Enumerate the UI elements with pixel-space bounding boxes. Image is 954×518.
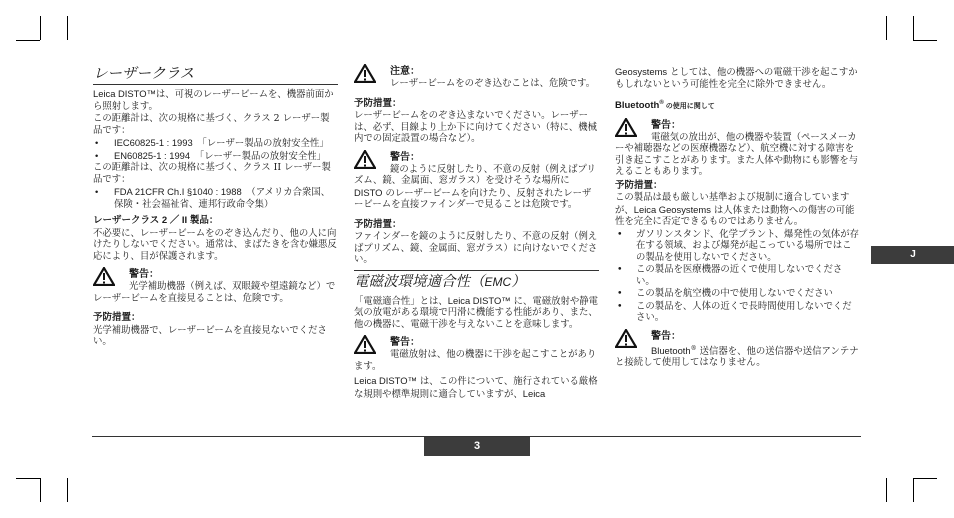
crop-mark — [67, 16, 68, 40]
crop-mark — [886, 478, 887, 502]
crop-mark — [16, 478, 40, 479]
precaution-title: 予防措置： — [354, 218, 402, 230]
emc-definition: 「電磁適合性」とは、Leica DISTO™ に、電磁放射や静電気の放電がある環境で円滑に機能する性能があり、また、他の機器に、電磁干渉を与えないことを意味します。 — [354, 294, 598, 330]
precaution-text: 光学補助機器で、レーザービームを直接見ないでください。 — [93, 324, 327, 347]
warning-header — [354, 335, 599, 353]
crop-mark — [40, 16, 41, 40]
warning-triangle-icon — [354, 150, 376, 169]
emc-compliance-text: Leica DISTO™ は、この件について、施行されている厳格な規則や標準規則に適合していますが、Leica — [354, 375, 598, 400]
warning-header — [615, 329, 860, 347]
warning-triangle-icon — [615, 118, 637, 137]
crop-mark — [913, 40, 937, 41]
right-column — [615, 66, 860, 370]
precaution-title: 予防措置： — [615, 179, 663, 191]
intro-paragraph: Leica DISTO™は、可視のレーザービームを、機器前面から照射します。 — [93, 88, 334, 112]
caution-text: レーザービームをのぞき込むことは、危険です。 — [390, 78, 596, 89]
caution-header — [354, 64, 599, 82]
crop-mark — [886, 16, 887, 40]
crop-mark — [40, 478, 41, 502]
crop-mark — [67, 478, 68, 502]
brand-name: Leica Geosystems — [633, 203, 711, 215]
warning-title: 警告： — [129, 269, 159, 280]
classII-intro: この距離計は、次の規格に基づく、クラス II レーザー製品です： — [93, 162, 331, 185]
subheading-class2-products: レーザークラス 2 ／ II 製品： — [93, 215, 219, 226]
section-title-emc: 電磁波環境適合性（EMC） — [354, 270, 599, 292]
warning-text: 電磁気の放出が、他の機器や装置（ペースメーカーや補聴器などの医療機器など）、航空機に対する障害を引き起こすことがあります。また人体や動物にも影響を与えることもあります。 — [615, 131, 859, 178]
precaution-title: 予防措置： — [93, 312, 141, 323]
brand-name: Geosystems — [615, 66, 668, 77]
brand-name: Leica DISTO™ — [93, 88, 156, 99]
precaution-text: レーザービームをのぞき込まないでください。レーザーは、必ず、目線より上か下に向けてください（特に、機械内での固定設置の場合など）。 — [354, 110, 598, 144]
warning-text: 電磁放射は、他の機器に干渉を起こすことがあります。 — [354, 349, 597, 372]
warning-header — [93, 267, 338, 285]
list-item: • IEC60825-1 : 1993 「レーザー製品の放射安全性」 — [93, 137, 338, 149]
middle-column — [354, 62, 599, 401]
section-title-laser-class: レーザークラス — [93, 66, 338, 85]
list-item: • FDA 21CFR Ch.I §1040 : 1988 （アメリカ合衆国、保険・社会福祉省、連邦行政命令集） — [93, 186, 338, 209]
list-item: • この製品を航空機の中で使用しないでください — [615, 288, 860, 300]
brand-name: Leica DISTO™ — [447, 294, 511, 306]
precaution-title: 予防措置： — [354, 97, 402, 109]
warning-triangle-icon — [354, 335, 376, 354]
warning-text: 光学補助機器（例えば、双眼鏡や望遠鏡など）でレーザービームを直接見ることは、危険です。 — [93, 281, 336, 304]
class2-standards-list — [93, 137, 338, 161]
warning-triangle-icon — [615, 329, 637, 348]
brand-name: Leica — [522, 387, 546, 399]
page-number: 3 — [424, 437, 530, 456]
classII-standards-list — [93, 186, 338, 209]
precaution-text: この製品は最も厳しい基準および規制に適合していますが、Leica Geosystems は人体または動物への傷害の可能性を完全に否定できるものではありません。 — [615, 192, 855, 228]
crop-mark — [16, 40, 40, 41]
list-item: • この製品を、人体の近くで長時間使用しないでください。 — [615, 301, 860, 324]
list-item: • この製品を医療機器の近くで使用しないでください。 — [615, 264, 860, 287]
warning-text: Bluetooth® 送信器を、他の送信器や送信アンテナと接続して使用してはなりません。 — [615, 344, 859, 369]
precaution-text: ファインダーを鏡のように反射したり、不意の反射（例えばプリズム、鏡、金属面、窓ガラス）に向けないでください。 — [354, 231, 598, 265]
language-tab: J — [871, 246, 954, 264]
warning-triangle-icon — [93, 267, 115, 286]
class2-products-text: 不必要に、レーザービームをのぞき込んだり、他の人に向けたりしないでください。通常は、まばたきを含む嫌悪反応により、目が保護されます。 — [93, 227, 337, 262]
warning-header — [354, 150, 599, 168]
brand-name: Leica DISTO™ — [354, 375, 417, 386]
warning-title: 警告： — [390, 151, 420, 163]
warning-header — [615, 118, 860, 136]
warning-text: 鏡のように反射したり、不意の反射（例えばプリズム、鏡、金属面、窓ガラス）を受けそうな場所に DISTO のレーザービームを向けたり、反射されたレーザービームを直接ファインダーで見ることは危険です。 — [354, 163, 596, 210]
warning-triangle-icon — [354, 64, 376, 83]
list-item: • EN60825-1 : 1994 「レーザー製品の放射安全性」 — [93, 150, 338, 162]
crop-mark — [913, 478, 914, 502]
left-column — [93, 66, 338, 349]
bluetooth-heading: Bluetooth® の使用に関して — [615, 100, 715, 112]
bluetooth-precautions-list — [615, 229, 860, 324]
crop-mark — [913, 16, 914, 40]
class2-intro: この距離計は、次の規格に基づく、クラス 2 レーザー製品です： — [93, 113, 330, 136]
list-item: • ガソリンスタンド、化学プラント、爆発性の気体が存在する領域、および爆発が起こっている場所ではこの製品を使用しないでください。 — [615, 229, 860, 264]
crop-mark — [913, 478, 937, 479]
caution-title: 注意： — [390, 66, 420, 77]
brand-name: Bluetooth — [651, 344, 691, 356]
warning-title: 警告： — [390, 337, 420, 348]
warning-title: 警告： — [651, 119, 681, 131]
continued-text: Geosystems としては、他の機器への電磁干渉を起こすかもしれないという可能性を完全に除外できません。 — [615, 66, 858, 90]
brand-name: DISTO — [354, 186, 383, 198]
warning-title: 警告： — [651, 330, 681, 342]
